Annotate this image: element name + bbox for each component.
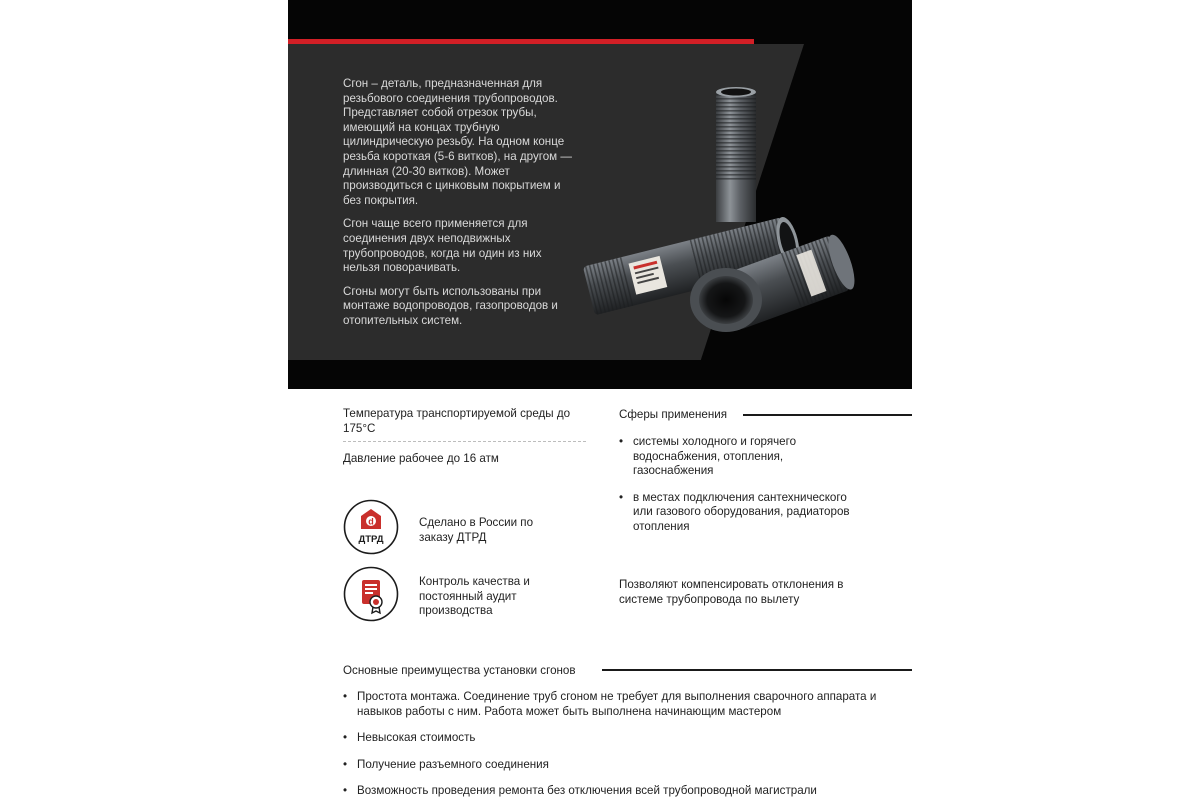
advantages-title-rule [602,669,912,671]
advantages-list [343,690,903,800]
vertical-pipe [716,87,756,222]
applications-title: Сферы применения [619,408,727,421]
hero-banner [288,0,912,389]
spec-temperature: Температура транспортируемой среды до 175°С [343,407,571,435]
hero-paragraph: Сгон – деталь, предназначенная для резьбового соединения трубопроводов. Представляет собой отрезок трубы, имеющий на концах трубную цилиндрическую резьбу. На одном конце резьба короткая (5-6 витков), на другом — длинная (20-30 витков). Может производиться с цинковым покрытием и без покрытия. [343,77,572,207]
applications-note: Позволяют компенсировать отклонения в системе трубопровода по вылету [619,578,844,606]
badge-quality-control: Контроль качества и постоянный аудит производства [419,575,530,618]
list-item: • в местах подключения сантехнического или газового оборудования, радиаторов отопления [619,491,864,535]
product-card [288,0,912,800]
list-item: • Получение разъемного соединения [343,758,903,773]
applications-title-rule [743,414,912,416]
list-item: • Невысокая стоимость [343,731,903,746]
hero-paragraph: Сгоны могут быть использованы при монтаже водопроводов, газопроводов и отопительных систем. [343,284,558,327]
red-accent-stripe [288,39,754,44]
list-item: • системы холодного и горячего водоснабжения, отопления, газоснабжения [619,435,864,479]
svg-text:ДТРД: ДТРД [358,534,384,545]
list-item: • Простота монтажа. Соединение труб сгоном не требует для выполнения сварочного аппарата и навыков работы с ним. Работа может быть выполнена начинающим мастером [343,690,903,719]
applications-list [619,435,864,547]
hero-description [343,77,575,338]
advantages-title: Основные преимущества установки сгонов [343,664,576,677]
svg-text:d: d [368,516,374,527]
list-item: • Возможность проведения ремонта без отключения всей трубопроводной магистрали [343,784,903,799]
badge-made-in-russia: Сделано в России по заказу ДТРД [419,516,534,544]
spec-divider [343,441,586,442]
hero-paragraph: Сгон чаще всего применяется для соединения двух неподвижных трубопроводов, когда ни один из них нельзя поворачивать. [343,217,542,275]
spec-pressure: Давление рабочее до 16 атм [343,452,499,465]
pipe-fittings-image [576,82,876,342]
dtrd-logo-icon [343,499,399,555]
quality-certificate-icon [343,566,399,622]
